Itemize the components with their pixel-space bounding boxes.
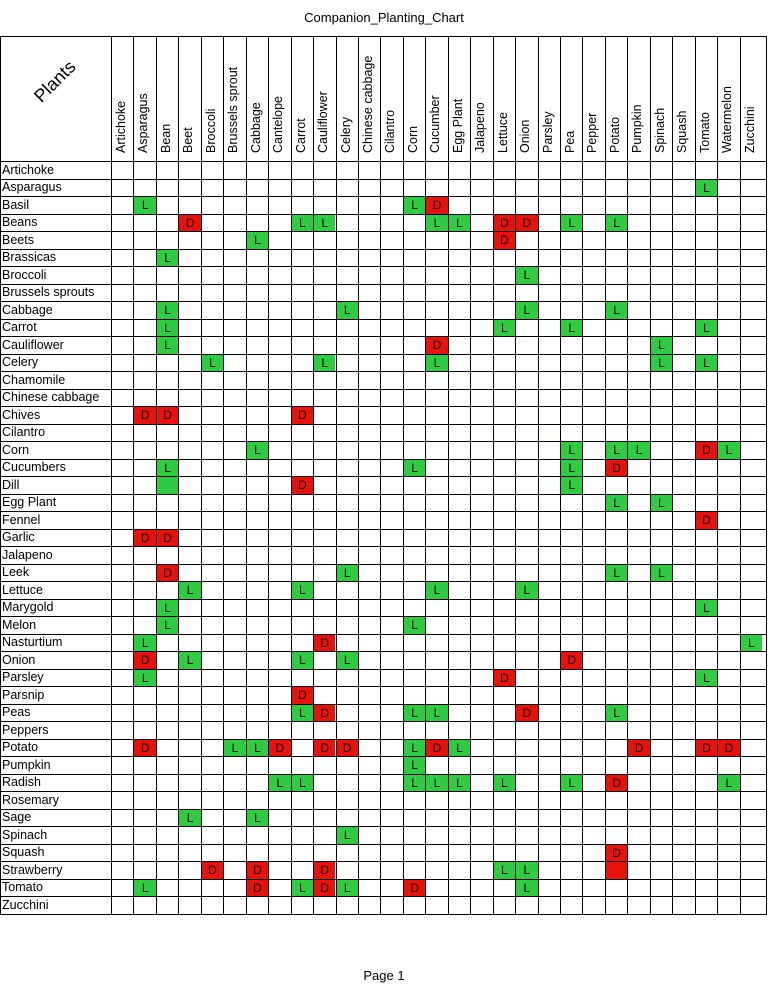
companion-cell: L (718, 442, 739, 459)
row-label: Asparagus (2, 180, 62, 194)
incompatible-cell: D (606, 845, 627, 862)
grid-line (0, 809, 766, 810)
companion-cell: L (157, 250, 178, 267)
grid-line (0, 336, 766, 337)
companion-cell: L (157, 460, 178, 477)
companion-cell: L (337, 652, 358, 669)
grid-line (766, 36, 767, 915)
grid-line (582, 36, 583, 915)
companion-cell: L (404, 460, 425, 477)
companion-cell: L (292, 582, 313, 599)
grid-line (0, 686, 766, 687)
companion-cell: L (696, 180, 717, 197)
column-header: Pea (563, 130, 577, 153)
companion-cell: L (696, 320, 717, 337)
column-header: Cabbage (248, 102, 263, 153)
companion-cell: L (404, 705, 425, 722)
grid-line (0, 371, 766, 372)
grid-line (0, 704, 766, 705)
row-label: Strawberry (2, 862, 63, 877)
row-label: Basil (2, 197, 30, 212)
companion-cell: L (269, 775, 290, 792)
grid-line (425, 36, 426, 915)
incompatible-cell: D (404, 880, 425, 897)
incompatible-cell: D (292, 687, 313, 704)
grid-line (627, 36, 628, 915)
row-label: Chives (2, 407, 41, 422)
grid-line (515, 36, 516, 915)
companion-cell: L (561, 215, 582, 232)
grid-line (0, 406, 766, 407)
grid-line (0, 494, 766, 495)
companion-cell: L (134, 197, 155, 214)
row-label: Garlic (2, 530, 35, 544)
companion-cell: L (157, 320, 178, 337)
grid-line (201, 36, 202, 915)
grid-line (336, 36, 337, 915)
companion-cell: L (651, 565, 672, 582)
column-header: Cantelope (271, 96, 286, 153)
grid-line (0, 581, 766, 582)
companion-cell: L (651, 495, 672, 512)
column-header: Beet (181, 127, 196, 153)
column-header: Artichoke (114, 100, 128, 153)
row-label: Brussels sprouts (2, 285, 95, 299)
grid-line (0, 861, 766, 862)
grid-line (0, 231, 766, 232)
incompatible-cell: D (157, 530, 178, 547)
companion-cell: L (247, 442, 268, 459)
column-header: Pumpkin (630, 104, 645, 153)
incompatible-cell: D (516, 705, 537, 722)
grid-line (380, 36, 381, 915)
companion-cell: L (337, 565, 358, 582)
companion-cell: L (606, 442, 627, 459)
incompatible-cell: D (269, 740, 290, 757)
column-header: Parsley (540, 111, 555, 153)
row-label: Pumpkin (2, 757, 51, 772)
companion-cell: L (292, 215, 313, 232)
companion-cell: L (404, 740, 425, 757)
grid-line (605, 36, 606, 915)
companion-cell: L (494, 775, 515, 792)
incompatible-cell: D (337, 740, 358, 757)
companion-cell: L (449, 740, 470, 757)
incompatible-cell: D (606, 775, 627, 792)
companion-cell: L (292, 880, 313, 897)
grid-line (313, 36, 314, 915)
incompatible-cell: D (314, 880, 335, 897)
grid-line (0, 301, 766, 302)
row-label: Egg Plant (2, 495, 57, 509)
grid-line (0, 529, 766, 530)
row-label: Fennel (2, 512, 41, 527)
grid-line (0, 844, 766, 845)
row-label: Sage (2, 810, 32, 824)
companion-cell: L (561, 460, 582, 477)
companion-cell: L (449, 775, 470, 792)
column-header: Pepper (585, 112, 600, 153)
grid-line (0, 826, 766, 827)
companion-cell: L (404, 617, 425, 634)
grid-line (0, 319, 766, 320)
incompatible-cell: D (157, 565, 178, 582)
grid-line (0, 389, 766, 390)
grid-line (560, 36, 561, 915)
incompatible-cell: D (292, 477, 313, 494)
companion-cell: L (718, 775, 739, 792)
row-label: Peppers (2, 722, 49, 737)
companion-cell: L (426, 582, 447, 599)
row-label: Parsnip (2, 687, 45, 702)
companion-cell: L (606, 495, 627, 512)
row-label: Jalapeno (2, 547, 53, 562)
incompatible-cell: D (134, 530, 155, 547)
companion-cell: L (561, 320, 582, 337)
column-header: Egg Plant (450, 98, 465, 153)
grid-line (0, 214, 766, 215)
incompatible-cell (606, 862, 627, 879)
grid-line (178, 36, 179, 915)
grid-line (448, 36, 449, 915)
companion-cell: L (337, 827, 358, 844)
row-label: Zucchini (2, 897, 49, 912)
grid-line (0, 459, 766, 460)
companion-cell: L (157, 337, 178, 354)
row-label: Cucumbers (2, 460, 66, 474)
incompatible-cell: D (292, 407, 313, 424)
column-header: Asparagus (136, 93, 151, 153)
incompatible-cell: D (718, 740, 739, 757)
grid-line (0, 546, 766, 547)
incompatible-cell: D (494, 215, 515, 232)
grid-line (0, 36, 1, 915)
column-header: Cauliflower (316, 91, 331, 153)
companion-cell: L (134, 635, 155, 652)
grid-line (0, 354, 766, 355)
row-label: Broccoli (2, 267, 47, 282)
column-header: Watermelon (720, 86, 735, 153)
incompatible-cell: D (202, 862, 223, 879)
companion-cell: L (426, 775, 447, 792)
companion-cell: L (404, 197, 425, 214)
row-label: Lettuce (2, 582, 44, 597)
grid-line (0, 634, 766, 635)
grid-line (493, 36, 494, 915)
companion-cell: L (292, 652, 313, 669)
incompatible-cell: D (179, 215, 200, 232)
companion-cell: L (449, 215, 470, 232)
incompatible-cell: D (516, 215, 537, 232)
companion-cell: L (314, 215, 335, 232)
grid-line (470, 36, 471, 915)
grid-line (0, 669, 766, 670)
companion-cell: L (179, 652, 200, 669)
companion-cell: L (561, 442, 582, 459)
grid-line (0, 599, 766, 600)
incompatible-cell: D (314, 862, 335, 879)
grid-line (740, 36, 741, 915)
row-label: Tomato (2, 880, 43, 894)
grid-line (0, 564, 766, 565)
companion-cell: L (157, 600, 178, 617)
companion-cell (157, 477, 178, 494)
incompatible-cell: D (494, 670, 515, 687)
row-label: Leek (2, 565, 30, 579)
incompatible-cell: D (314, 635, 335, 652)
column-header: Broccoli (203, 108, 218, 153)
column-header: Brussels sprout (226, 66, 241, 153)
incompatible-cell: D (696, 512, 717, 529)
companion-cell: L (516, 880, 537, 897)
column-header: Onion (518, 119, 533, 153)
companion-cell: L (337, 880, 358, 897)
incompatible-cell: D (134, 407, 155, 424)
row-label: Spinach (2, 827, 48, 842)
companion-cell: L (561, 775, 582, 792)
grid-line (0, 424, 766, 425)
grid-line (0, 284, 766, 285)
grid-line (0, 616, 766, 617)
companion-cell: L (494, 320, 515, 337)
column-header: Jalapeno (473, 102, 488, 153)
column-header: Celery (338, 116, 353, 153)
row-label: Marygold (2, 600, 54, 614)
grid-line (672, 36, 673, 915)
row-label: Radish (2, 775, 41, 789)
companion-cell: L (426, 215, 447, 232)
column-header: Cucumber (428, 95, 443, 153)
incompatible-cell: D (606, 460, 627, 477)
row-label: Rosemary (2, 792, 59, 807)
row-label: Beans (2, 215, 38, 229)
incompatible-cell: D (426, 197, 447, 214)
column-header: Lettuce (495, 111, 510, 153)
companion-cell: L (516, 302, 537, 319)
column-header: Carrot (293, 118, 308, 153)
row-label: Corn (2, 442, 30, 457)
column-header: Spinach (652, 107, 667, 153)
grid-line (0, 161, 766, 162)
grid-line (0, 441, 766, 442)
companion-cell: L (516, 862, 537, 879)
grid-line (156, 36, 157, 915)
grid-line (695, 36, 696, 915)
row-label: Melon (2, 617, 37, 632)
companion-cell: L (606, 565, 627, 582)
row-label: Cabbage (2, 302, 53, 317)
grid-line (0, 914, 766, 915)
row-label: Chinese cabbage (2, 390, 100, 404)
grid-line (0, 739, 766, 740)
column-header: Chinese cabbage (360, 55, 375, 153)
grid-line (0, 721, 766, 722)
column-header: Tomato (697, 112, 712, 153)
page-footer: Page 1 (363, 968, 405, 983)
companion-cell: L (426, 355, 447, 372)
incompatible-cell: D (247, 880, 268, 897)
row-label: Carrot (2, 320, 37, 334)
grid-line (268, 36, 269, 915)
companion-cell: L (247, 810, 268, 827)
companion-cell: L (561, 477, 582, 494)
column-header: Squash (675, 110, 690, 153)
incompatible-cell: D (314, 740, 335, 757)
grid-line (0, 651, 766, 652)
incompatible-cell: D (247, 862, 268, 879)
grid-line (0, 249, 766, 250)
row-label: Celery (2, 355, 39, 369)
companion-cell: L (404, 775, 425, 792)
column-header: Zucchini (742, 106, 757, 153)
companion-cell: L (696, 600, 717, 617)
incompatible-cell: D (426, 337, 447, 354)
companion-cell: L (179, 582, 200, 599)
column-header: Cilantro (383, 109, 398, 153)
row-label: Parsley (2, 670, 44, 684)
companion-cell: L (134, 670, 155, 687)
companion-cell: L (337, 302, 358, 319)
row-label: Artichoke (2, 162, 55, 177)
incompatible-cell: D (157, 407, 178, 424)
companion-cell: L (157, 302, 178, 319)
incompatible-cell: D (426, 740, 447, 757)
column-header: Bean (158, 123, 173, 153)
companion-cell: L (292, 705, 313, 722)
incompatible-cell: D (628, 740, 649, 757)
grid-line (0, 511, 766, 512)
row-label: Cilantro (2, 425, 46, 439)
companion-cell: L (628, 442, 649, 459)
grid-line (133, 36, 134, 915)
grid-line (650, 36, 651, 915)
companion-cell: L (516, 267, 537, 284)
column-header: Corn (405, 125, 420, 153)
grid-line (291, 36, 292, 915)
row-label: Cauliflower (2, 337, 64, 352)
row-label: Chamomile (2, 372, 66, 387)
grid-line (0, 179, 766, 180)
grid-line (0, 791, 766, 792)
row-label: Peas (2, 705, 31, 719)
companion-cell: L (426, 705, 447, 722)
grid-line (358, 36, 359, 915)
row-label: Brassicas (2, 250, 57, 264)
companion-cell: L (134, 880, 155, 897)
companion-cell: L (606, 215, 627, 232)
grid-line (717, 36, 718, 915)
grid-line (223, 36, 224, 915)
companion-cell: L (224, 740, 245, 757)
grid-line (111, 36, 112, 915)
row-label: Dill (2, 477, 20, 492)
companion-cell: L (696, 355, 717, 372)
companion-cell: L (314, 355, 335, 372)
column-header: Potato (607, 116, 622, 153)
incompatible-cell: D (696, 740, 717, 757)
row-label: Potato (2, 740, 39, 754)
companion-cell: L (696, 670, 717, 687)
companion-cell: L (157, 617, 178, 634)
incompatible-cell: D (561, 652, 582, 669)
incompatible-cell: D (134, 652, 155, 669)
grid-line (0, 879, 766, 880)
companion-cell: L (292, 775, 313, 792)
grid-line (246, 36, 247, 915)
companion-cell: L (606, 705, 627, 722)
companion-cell: L (651, 337, 672, 354)
grid-line (0, 774, 766, 775)
companion-cell: L (179, 810, 200, 827)
row-label: Squash (2, 845, 45, 859)
companion-cell: L (606, 302, 627, 319)
companion-cell: L (516, 582, 537, 599)
grid-line (538, 36, 539, 915)
grid-line (0, 896, 766, 897)
grid-line (0, 476, 766, 477)
companion-cell: L (202, 355, 223, 372)
row-label: Beets (2, 232, 34, 247)
row-label: Nasturtium (2, 635, 63, 649)
grid-line (0, 36, 766, 37)
grid-line (0, 266, 766, 267)
companion-cell: L (404, 757, 425, 774)
companion-cell: L (247, 232, 268, 249)
companion-cell: L (247, 740, 268, 757)
companion-cell: L (651, 355, 672, 372)
incompatible-cell: D (134, 740, 155, 757)
grid-line (0, 196, 766, 197)
row-label: Onion (2, 652, 36, 667)
companion-cell: L (494, 862, 515, 879)
incompatible-cell: D (494, 232, 515, 249)
companion-cell: L (741, 635, 762, 652)
incompatible-cell: D (696, 442, 717, 459)
grid-line (403, 36, 404, 915)
chart-title: Companion_Planting_Chart (304, 10, 464, 25)
grid-line (0, 756, 766, 757)
corner-label: Plants (30, 56, 80, 107)
incompatible-cell: D (314, 705, 335, 722)
